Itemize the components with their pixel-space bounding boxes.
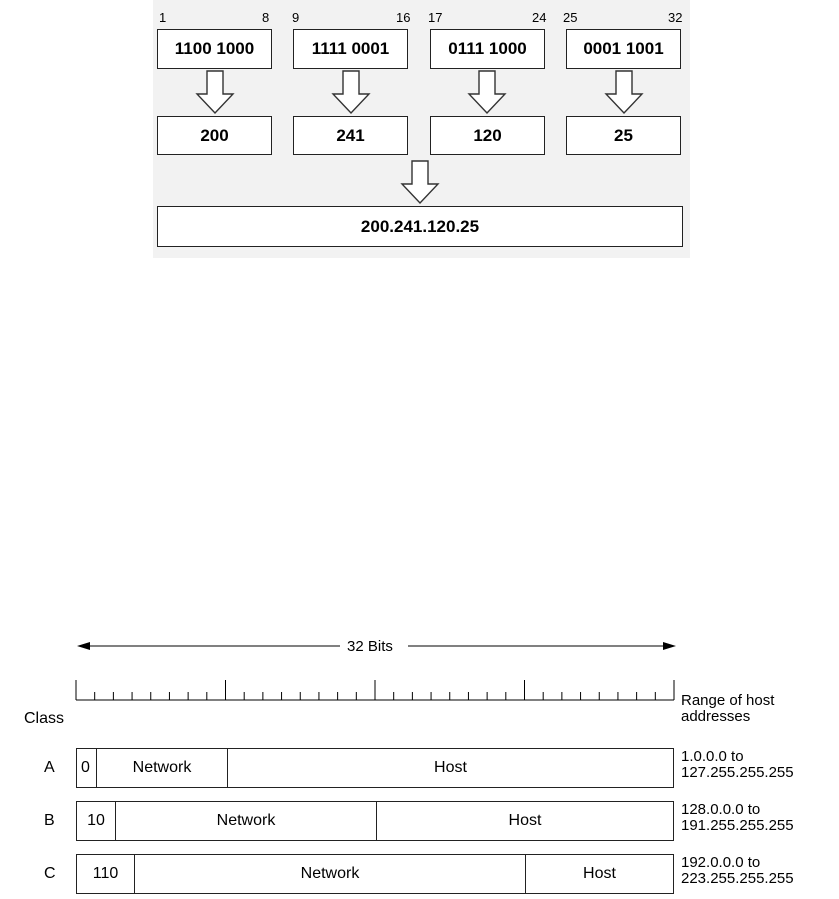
binary-octet-box-4: 0001 1001 xyxy=(566,29,681,69)
class-a-range-start: 1.0.0.0 to xyxy=(681,748,744,765)
class-c-range-end: 223.255.255.255 xyxy=(681,870,794,887)
class-column-header: Class xyxy=(24,710,65,727)
class-b-prefix: 10 xyxy=(87,812,105,829)
class-b-row xyxy=(76,801,674,841)
decimal-octet-box-1: 200 xyxy=(157,116,272,155)
ip-address-class-diagram xyxy=(0,620,839,899)
class-c-network-field: Network xyxy=(134,855,525,893)
class-b-range-end: 191.255.255.255 xyxy=(681,817,794,834)
class-a-host-field: Host xyxy=(227,749,673,787)
class-c-range xyxy=(681,855,794,887)
bits-label: 32 Bits xyxy=(347,638,393,655)
down-arrow-icon xyxy=(604,70,644,114)
range-header-line-1: Range of host xyxy=(681,692,775,709)
bit-index-start-2: 9 xyxy=(292,10,300,25)
binary-octet-box-2: 1111 0001 xyxy=(293,29,408,69)
class-b-network-field: Network xyxy=(115,802,376,840)
class-c-range-start: 192.0.0.0 to xyxy=(681,854,761,871)
class-b-host-field: Host xyxy=(376,802,673,840)
down-arrow-icon xyxy=(400,160,440,204)
class-b-range xyxy=(681,802,794,834)
class-c-label: C xyxy=(44,865,56,882)
range-header-line-2: addresses xyxy=(681,708,751,725)
class-a-range xyxy=(681,749,794,781)
binary-octet-box-3: 0111 1000 xyxy=(430,29,545,69)
class-c-host-field: Host xyxy=(525,855,673,893)
bit-index-start-4: 25 xyxy=(563,10,578,25)
class-a-row xyxy=(76,748,674,788)
decimal-octet-box-3: 120 xyxy=(430,116,545,155)
class-b-label: B xyxy=(44,812,55,829)
down-arrow-icon xyxy=(331,70,371,114)
bit-index-start-3: 17 xyxy=(428,10,443,25)
bit-index-end-2: 16 xyxy=(396,10,411,25)
binary-octet-box-1: 1100 1000 xyxy=(157,29,272,69)
bit-ruler xyxy=(76,680,674,700)
bit-index-start-1: 1 xyxy=(159,10,167,25)
bit-index-end-3: 24 xyxy=(532,10,547,25)
class-a-prefix: 0 xyxy=(81,759,90,776)
down-arrow-icon xyxy=(195,70,235,114)
class-a-range-end: 127.255.255.255 xyxy=(681,764,794,781)
down-arrow-icon xyxy=(467,70,507,114)
class-c-row xyxy=(76,854,674,894)
class-b-range-start: 128.0.0.0 to xyxy=(681,801,761,818)
bit-index-end-4: 32 xyxy=(668,10,683,25)
dotted-decimal-address-box: 200.241.120.25 xyxy=(157,206,683,247)
class-a-label: A xyxy=(44,759,55,776)
range-column-header xyxy=(681,693,774,725)
class-a-network-field: Network xyxy=(96,749,227,787)
bit-index-end-1: 8 xyxy=(262,10,270,25)
class-c-prefix: 110 xyxy=(92,865,119,882)
decimal-octet-box-4: 25 xyxy=(566,116,681,155)
octet-conversion-diagram xyxy=(0,0,839,260)
decimal-octet-box-2: 241 xyxy=(293,116,408,155)
